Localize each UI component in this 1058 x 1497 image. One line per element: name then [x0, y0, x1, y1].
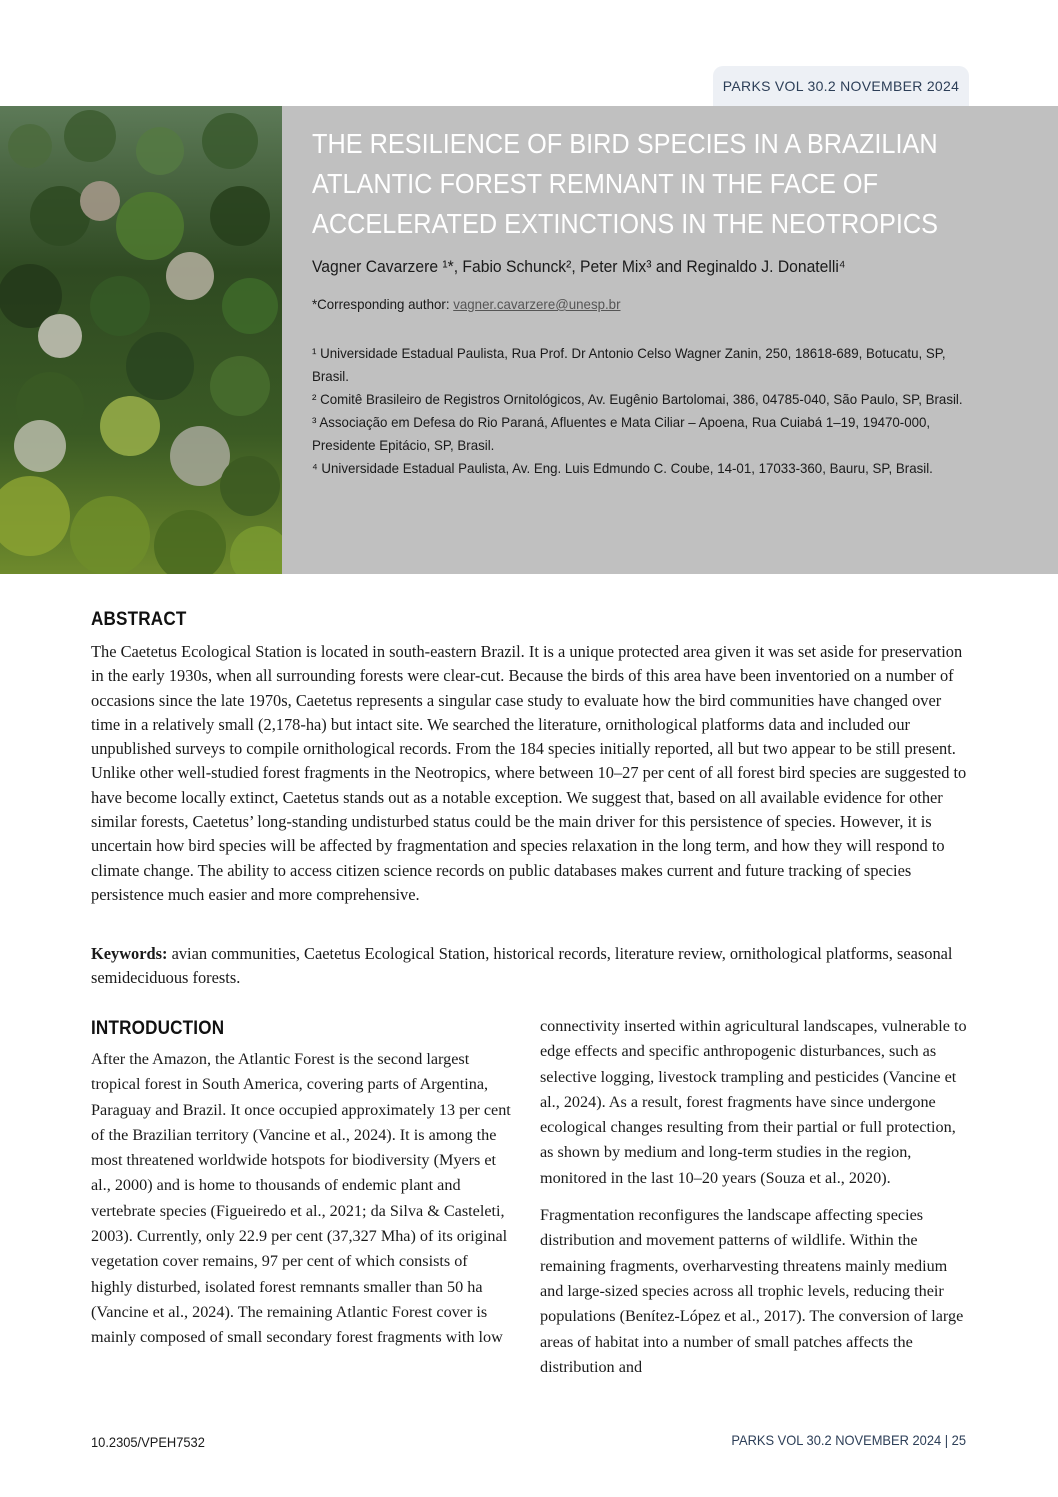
affiliation-item: ² Comitê Brasileiro de Registros Ornitológicos, Av. Eugênio Bartolomai, 386, 04785-040, São Paulo, SP, Brasil. — [312, 391, 963, 407]
paragraph: Fragmentation reconfigures the landscape affecting species distribution and movement patterns of wildlife. Within the remaining fragments, overharvesting threatens mainly medium and large-sized species across all trophic levels, reducing their populations (Benítez-López et al., 2017). The conversion of large areas of habitat into a number of small patches affects the distribution and — [540, 1206, 964, 1376]
corresponding-author-label: *Corresponding author: — [312, 296, 454, 312]
footer-doi: 10.2305/VPEH7532 — [91, 1434, 205, 1450]
abstract-text: The Caetetus Ecological Station is located in south-eastern Brazil. It is a unique protected area given it was set aside for preservation in the early 1930s, when all surrounding forests were clear-cut. Because the birds of this area have been inventoried on a number of occasions since the late 1970s, Caetetus represents a singular case study to evaluate how the bird communities have changed over time in a relatively small (2,178-ha) but intact site. We searched the literature, ornithological platforms data and included our unpublished surveys to compile ornithological records. From the 184 species initially reported, all but two appear to be still present. Unlike other well-studied forest fragments in the Neotropics, where between 10–27 per cent of all forest bird species are suggested to have become locally extinct, Caetetus stands out as a notable exception. We suggest that, based on all available evidence for other similar forests, Caetetus’ long-standing undisturbed status could be the main driver for this persistence of species. However, it is uncertain how bird species will be affected by fragmentation and species relaxation in the long term, and how they will respond to climate change. The ability to access citizen science records on public databases makes current and future tracking of species persistence much easier and more comprehensive. — [91, 642, 967, 904]
paragraph: After the Amazon, the Atlantic Forest is the second largest tropical forest in South America, covering parts of Argentina, Paraguay and Brazil. It once occupied approximately 13 per cent of the Brazilian territory (Vancine et al., 2024). It is among the most threatened worldwide hotspots for biodiversity (Myers et al., 2000) and is home to thousands of endemic plant and vertebrate species (Figueiredo et al., 2021; da Silva & Casteleti, 2003). Currently, only 22.9 per cent (37,327 Mha) of its original vegetation cover remains, 97 per cent of which consists of highly disturbed, isolated forest remnants smaller than 50 ha (Vancine et al., 2024). The remaining Atlantic Forest cover is mainly composed of small secondary forest fragments with low — [91, 1050, 511, 1347]
forest-photo-graphic — [0, 106, 282, 574]
introduction-right-column — [540, 1014, 970, 1392]
keywords — [91, 942, 971, 991]
journal-issue-tab — [713, 66, 969, 107]
journal-issue-label: PARKS VOL 30.2 NOVEMBER 2024 — [722, 77, 960, 94]
keywords-list: avian communities, Caetetus Ecological Station, historical records, literature review, ornithological platforms, seasonal semideciduous forests. — [91, 944, 953, 988]
affiliations-list — [312, 342, 977, 480]
article-header-panel — [282, 106, 1058, 574]
introduction-heading: INTRODUCTION — [91, 1018, 225, 1039]
corresponding-author — [312, 296, 996, 312]
footer-journal-page: PARKS VOL 30.2 NOVEMBER 2024 | 25 — [731, 1432, 966, 1448]
corresponding-author-email-link[interactable]: vagner.cavarzere@unesp.br — [453, 296, 621, 312]
affiliation-item: ¹ Universidade Estadual Paulista, Rua Prof. Dr Antonio Celso Wagner Zanin, 250, 18618-689, Botucatu, SP, Brasil. — [312, 345, 946, 384]
author-list: Vagner Cavarzere ¹*, Fabio Schunck², Peter Mix³ and Reginaldo J. Donatelli⁴ — [312, 258, 846, 276]
article-title: THE RESILIENCE OF BIRD SPECIES IN A BRAZILIAN ATLANTIC FOREST REMNANT IN THE FACE OF ACCELERATED EXTINCTIONS IN THE NEOTROPICS — [312, 128, 939, 239]
abstract-heading: ABSTRACT — [91, 609, 187, 630]
affiliation-item: ⁴ Universidade Estadual Paulista, Av. Eng. Luis Edmundo C. Coube, 14-01, 17033-360, Bauru, SP, Brasil. — [312, 460, 933, 476]
paragraph: connectivity inserted within agricultural landscapes, vulnerable to edge effects and specific anthropogenic disturbances, such as selective logging, livestock trampling and pesticides (Vancine et al., 2024). As a result, forest fragments have since undergone ecological changes resulting from their partial or full protection, as shown by medium and long-term studies in the region, monitored in the last 10–20 years (Souza et al., 2020). — [540, 1017, 967, 1187]
introduction-left-column — [91, 1047, 511, 1363]
keywords-label: Keywords: — [91, 944, 168, 963]
forest-hero-image — [0, 106, 282, 574]
affiliation-item: ³ Associação em Defesa do Rio Paraná, Afluentes e Mata Ciliar – Apoena, Rua Cuiabá 1–19, 19470-000, Presidente Epitácio, SP, Brasil. — [312, 414, 931, 453]
